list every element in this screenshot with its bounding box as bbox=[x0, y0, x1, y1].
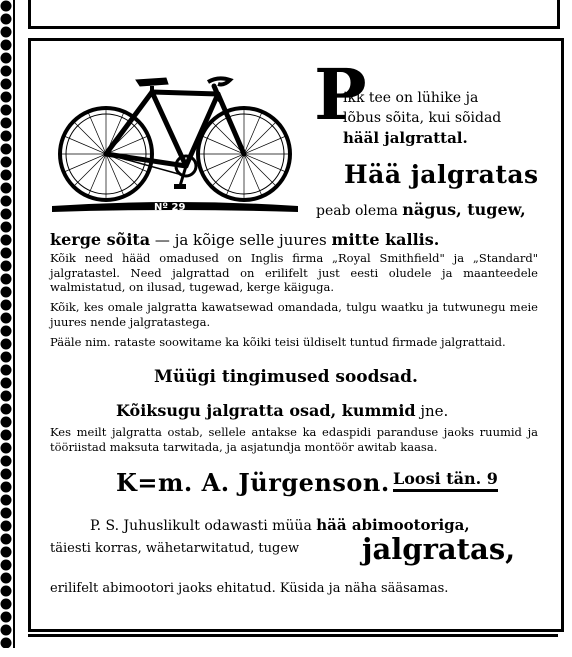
postscript-line-3: erilifelt abimootori jaoks ehitatud. Küsida ja näha sääsamas. bbox=[50, 581, 449, 596]
border-dot bbox=[1, 560, 12, 571]
border-dot bbox=[1, 625, 12, 636]
border-dot bbox=[1, 313, 12, 324]
left-border-ornament bbox=[0, 0, 14, 648]
bicycle-illustration bbox=[48, 66, 302, 216]
paragraph-other-brands: Pääle nim. rataste soowitame ka kõiki teisi üldiselt tuntud firmade jalgrattaid. bbox=[50, 335, 506, 349]
border-dot bbox=[1, 339, 12, 350]
border-dot bbox=[1, 14, 12, 25]
border-dot bbox=[1, 482, 12, 493]
border-dot bbox=[1, 534, 12, 545]
border-dot bbox=[1, 118, 12, 129]
parts-heading-tail: jne. bbox=[415, 402, 449, 420]
border-dot bbox=[1, 287, 12, 298]
border-dot bbox=[1, 66, 12, 77]
left-rule bbox=[13, 0, 15, 648]
border-dot bbox=[1, 235, 12, 246]
border-dot bbox=[1, 300, 12, 311]
next-ad-border bbox=[28, 634, 558, 657]
border-dot bbox=[1, 430, 12, 441]
border-dot bbox=[1, 261, 12, 272]
border-dot bbox=[1, 638, 12, 649]
border-dot bbox=[1, 586, 12, 597]
headline: Hää jalgratas bbox=[344, 160, 539, 189]
border-dot bbox=[1, 170, 12, 181]
firm-name: K=m. A. Jürgenson. bbox=[116, 468, 390, 497]
tagline-b bbox=[50, 230, 439, 249]
intro-line-3: hääl jalgrattal. bbox=[343, 129, 468, 147]
border-dot bbox=[1, 469, 12, 480]
postscript-bold: hää abimootoriga, bbox=[316, 516, 470, 534]
postscript-big-word: jalgratas, bbox=[362, 532, 516, 566]
border-dot bbox=[1, 1, 12, 12]
postscript-pre: P. S. Juhuslikult odawasti müüa bbox=[90, 518, 317, 534]
paragraph-repairs: Kes meilt jalgratta ostab, sellele antakse ka edaspidi paranduse jaoks ruumid ja tööriistad maksuta tarwitada, ja asjatundja montöör awitab kaasa. bbox=[50, 425, 538, 454]
border-dot bbox=[1, 326, 12, 337]
border-dot bbox=[1, 196, 12, 207]
border-dot bbox=[1, 40, 12, 51]
tagline-a bbox=[316, 200, 526, 219]
border-dot bbox=[1, 79, 12, 90]
parts-heading bbox=[116, 401, 448, 420]
drop-cap: P bbox=[314, 53, 367, 136]
border-dot bbox=[1, 183, 12, 194]
parts-heading-bold: Kõiksugu jalgratta osad, kummid bbox=[116, 401, 416, 420]
border-dot bbox=[1, 391, 12, 402]
border-dot bbox=[1, 417, 12, 428]
border-dot bbox=[1, 495, 12, 506]
paragraph-invitation: Kõik, kes omale jalgratta kawatsewad omandada, tulgu waatku ja tutwunegu meie juures nende jalgratastega. bbox=[50, 300, 538, 329]
intro-line-1: ikk tee on lühike ja bbox=[343, 90, 479, 106]
border-dot bbox=[1, 521, 12, 532]
border-dot bbox=[1, 157, 12, 168]
intro-line-2: lõbus sõita, kui sõidad bbox=[343, 110, 502, 126]
bicycle-icon bbox=[52, 78, 298, 212]
tagline-a-pre: peab olema bbox=[316, 203, 398, 219]
border-dot bbox=[1, 456, 12, 467]
border-dot bbox=[1, 404, 12, 415]
border-dot bbox=[1, 222, 12, 233]
border-dot bbox=[1, 599, 12, 610]
tagline-a-bold: nägus, tugew, bbox=[402, 200, 526, 219]
postscript-line-2: täiesti korras, wähetarwitatud, tugew bbox=[50, 541, 300, 556]
border-dot bbox=[1, 248, 12, 259]
tagline-b-mid: — ja kõige selle juures bbox=[150, 231, 332, 249]
border-dot bbox=[1, 508, 12, 519]
tagline-b-bold-2: mitte kallis. bbox=[331, 230, 440, 249]
border-dot bbox=[1, 352, 12, 363]
border-dot bbox=[1, 92, 12, 103]
firm-address: Loosi tän. 9 bbox=[393, 469, 498, 492]
border-dot bbox=[1, 274, 12, 285]
paragraph-brands: Kõik need hääd omadused on Inglis firma „Royal Smithfield" ja „Standard" jalgratastel. Need jalgrattad on erilifelt just eesti oludele ja maanteedele walmistatud, on ilusad, tugewad, kerge käiguga. bbox=[50, 251, 538, 294]
border-dot bbox=[1, 105, 12, 116]
border-dot bbox=[1, 573, 12, 584]
svg-text:Nº 29: Nº 29 bbox=[154, 202, 186, 213]
border-dot bbox=[1, 547, 12, 558]
border-dot bbox=[1, 131, 12, 142]
border-dot bbox=[1, 53, 12, 64]
intro-text bbox=[343, 88, 501, 148]
terms-heading: Müügi tingimused soodsad. bbox=[154, 367, 418, 387]
border-dot bbox=[1, 612, 12, 623]
border-dot bbox=[1, 144, 12, 155]
border-dot bbox=[1, 443, 12, 454]
border-dot bbox=[1, 209, 12, 220]
tagline-b-bold-1: kerge sõita bbox=[50, 230, 151, 249]
previous-ad-box bbox=[28, 0, 560, 29]
border-dot bbox=[1, 27, 12, 38]
